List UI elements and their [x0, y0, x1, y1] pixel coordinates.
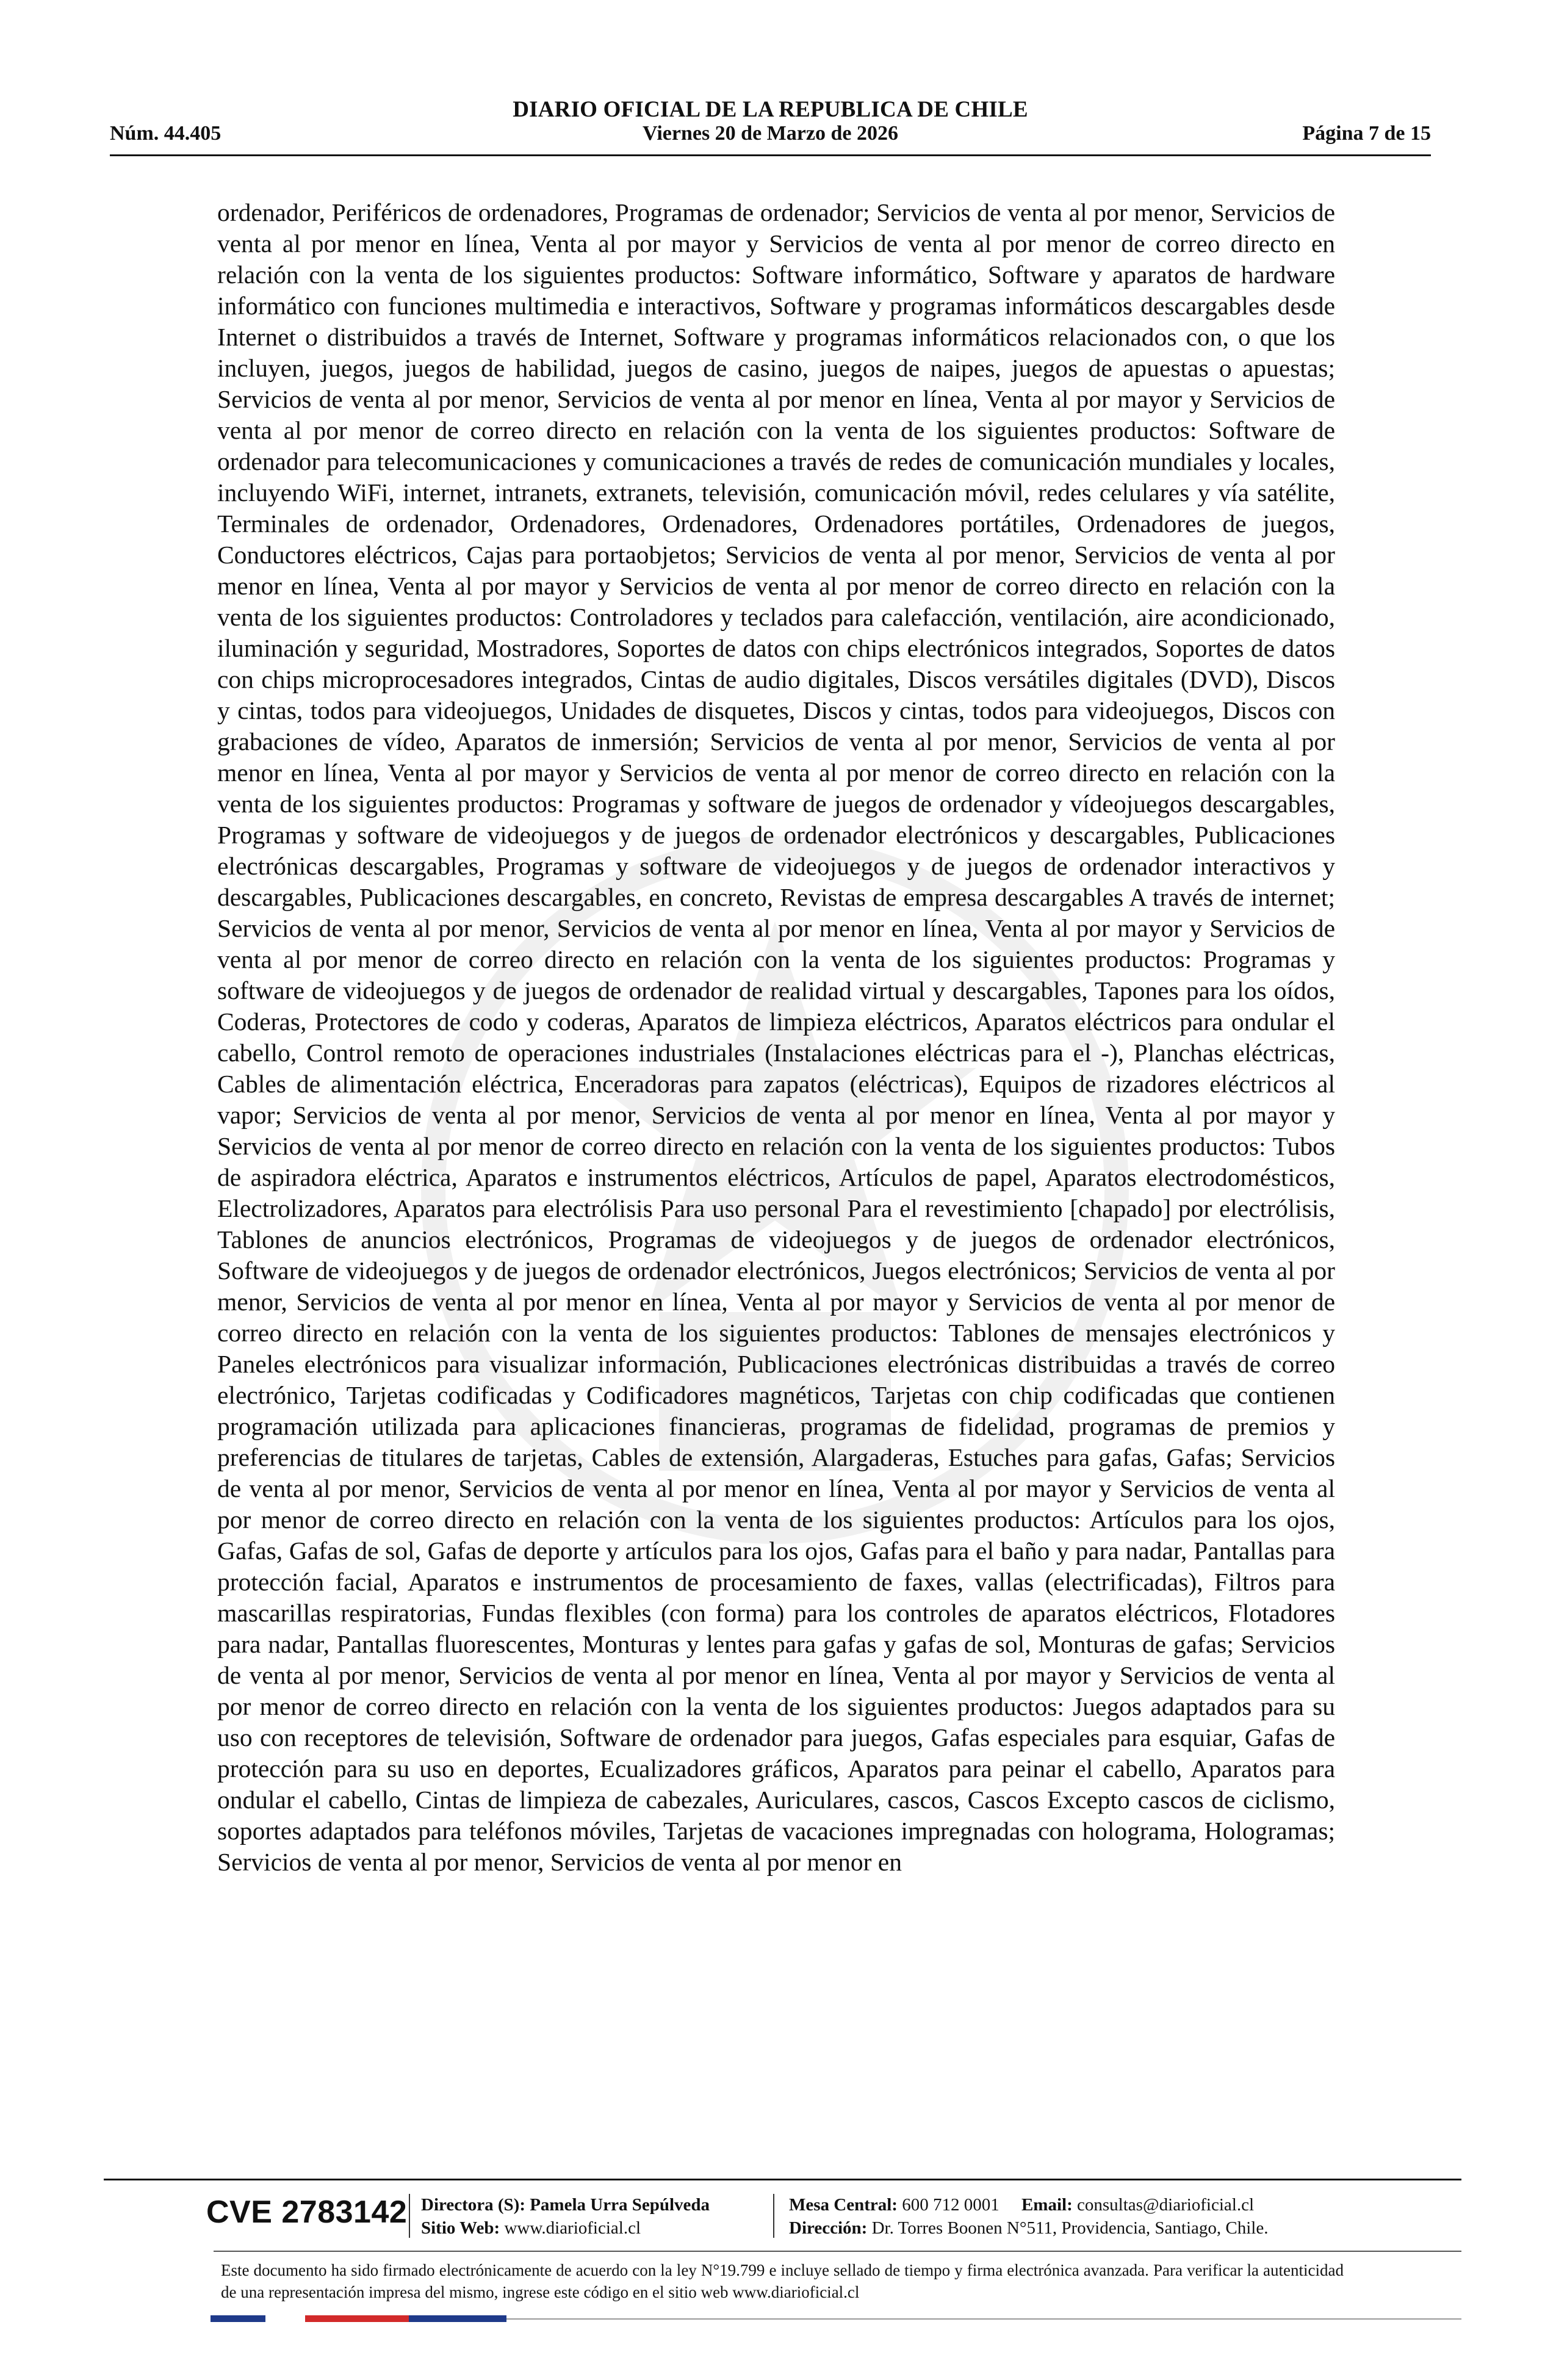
address-text: Dr. Torres Boonen N°511, Providencia, Santiago, Chile.	[871, 2218, 1269, 2238]
page-header	[110, 92, 1431, 159]
page-number: Página 7 de 15	[1302, 122, 1431, 145]
footer-separator	[773, 2194, 774, 2238]
phone-number: 600 712 0001	[902, 2195, 1000, 2215]
footer-bottom-line	[506, 2318, 1461, 2320]
flag-stripe-red	[305, 2315, 409, 2322]
email-label: Email:	[1021, 2195, 1073, 2215]
article-body: ordenador, Periféricos de ordenadores, Programas de ordenador; Servicios de venta al por menor, Servicios de venta al por menor en línea, Venta al por mayor y Servicios de venta al por menor de correo directo en relación con la venta de los siguientes productos: Software informático, Software y aparatos de hardware informático con funciones multimedia e interactivos, Software y programas informáticos descargables desde Internet o distribuidos a través de Internet, Software y programas informáticos relacionados con, o que los incluyen, juegos, juegos de habilidad, juegos de casino, juegos de naipes, juegos de apuestas o apuestas; Servicios de venta al por menor, Servicios de venta al por menor en línea, Venta al por mayor y Servicios de venta al por menor de correo directo en relación con la venta de los siguientes productos: Software de ordenador para telecomunicaciones y comunicaciones a través de redes de comunicación mundiales y locales, incluyendo WiFi, internet, intranets, extranets, televisión, comunicación móvil, redes celulares y vía satélite, Terminales de ordenador, Ordenadores, Ordenadores, Ordenadores portátiles, Ordenadores de juegos, Conductores eléctricos, Cajas para portaobjetos; Servicios de venta al por menor, Servicios de venta al por menor en línea, Venta al por mayor y Servicios de venta al por menor de correo directo en relación con la venta de los siguientes productos: Controladores y teclados para calefacción, ventilación, aire acondicionado, iluminación y seguridad, Mostradores, Soportes de datos con chips electrónicos integrados, Soportes de datos con chips microprocesadores integrados, Cintas de audio digitales, Discos versátiles digitales (DVD), Discos y cintas, todos para videojuegos, Unidades de disquetes, Discos y cintas, todos para videojuegos, Discos con grabaciones de vídeo, Aparatos de inmersión; Servicios de venta al por menor, Servicios de venta al por menor en línea, Venta al por mayor y Servicios de venta al por menor de correo directo en relación con la venta de los siguientes productos: Programas y software de juegos de ordenador y vídeojuegos descargables, Programas y software de videojuegos y de juegos de ordenador electrónicos y descargables, Publicaciones electrónicas descargables, Programas y software de videojuegos y de juegos de ordenador interactivos y descargables, Publicaciones descargables, en concreto, Revistas de empresa descargables A través de internet; Servicios de venta al por menor, Servicios de venta al por menor en línea, Venta al por mayor y Servicios de venta al por menor de correo directo en relación con la venta de los siguientes productos: Programas y software de videojuegos y de juegos de ordenador de realidad virtual y descargables, Tapones para los oídos, Coderas, Protectores de codo y coderas, Aparatos de limpieza eléctricos, Aparatos eléctricos para ondular el cabello, Control remoto de operaciones industriales (Instalaciones eléctricas para el -), Planchas eléctricas, Cables de alimentación eléctrica, Enceradoras para zapatos (eléctricas), Equipos de rizadores eléctricos al vapor; Servicios de venta al por menor, Servicios de venta al por menor en línea, Venta al por mayor y Servicios de venta al por menor de correo directo en relación con la venta de los siguientes productos: Tubos de aspiradora eléctrica, Aparatos e instrumentos eléctricos, Artículos de papel, Aparatos electrodomésticos, Electrolizadores, Aparatos para electrólisis Para uso personal Para el revestimiento [chapado] por electrólisis, Tablones de anuncios electrónicos, Programas de videojuegos y de juegos de ordenador electrónicos, Software de videojuegos y de juegos de ordenador electrónicos, Juegos electrónicos; Servicios de venta al por menor, Servicios de venta al por menor en línea, Venta al por mayor y Servicios de venta al por menor de correo directo en relación con la venta de los siguientes productos: Tablones de mensajes electrónicos y Paneles electrónicos para visualizar información, Publicaciones electrónicas distribuidas a través de correo electrónico, Tarjetas codificadas y Codificadores magnéticos, Tarjetas con chip codificadas que contienen programación utilizada para aplicaciones financieras, programas de fidelidad, programas de premios y preferencias de titulares de tarjetas, Cables de extensión, Alargaderas, Estuches para gafas, Gafas; Servicios de venta al por menor, Servicios de venta al por menor en línea, Venta al por mayor y Servicios de venta al por menor de correo directo en relación con la venta de los siguientes productos: Artículos para los ojos, Gafas, Gafas de sol, Gafas de deporte y artículos para los ojos, Gafas para el baño y para nadar, Pantallas para protección facial, Aparatos e instrumentos de procesamiento de faxes, vallas (electrificadas), Filtros para mascarillas respiratorias, Fundas flexibles (con forma) para los controles de aparatos eléctricos, Flotadores para nadar, Pantallas fluorescentes, Monturas y lentes para gafas y gafas de sol, Monturas de gafas; Servicios de venta al por menor, Servicios de venta al por menor en línea, Venta al por mayor y Servicios de venta al por menor de correo directo en relación con la venta de los siguientes productos: Juegos adaptados para su uso con receptores de televisión, Software de ordenador para juegos, Gafas especiales para esquiar, Gafas de protección para su uso en deportes, Ecualizadores gráficos, Aparatos para peinar el cabello, Aparatos para ondular el cabello, Cintas de limpieza de cabezales, Auriculares, cascos, Cascos Excepto cascos de ciclismo, soportes adaptados para teléfonos móviles, Tarjetas de vacaciones impregnadas con holograma, Hologramas; Servicios de venta al por menor, Servicios de venta al por menor en	[217, 198, 1335, 1876]
website-label: Sitio Web:	[421, 2218, 500, 2238]
flag-stripe-blue	[409, 2315, 506, 2322]
address-label: Dirección:	[789, 2218, 868, 2238]
footer-divider	[104, 2179, 1461, 2180]
header-divider	[110, 154, 1431, 156]
director-label: Directora (S): Pamela Urra Sepúlveda	[421, 2195, 710, 2215]
publication-title: DIARIO OFICIAL DE LA REPUBLICA DE CHILE	[513, 97, 1028, 122]
cve-code: CVE 2783142	[206, 2194, 408, 2230]
footer-divider	[214, 2251, 1461, 2252]
email-link[interactable]: consultas@diarioficial.cl	[1077, 2195, 1255, 2215]
signature-notice: Este documento ha sido firmado electrónicamente de acuerdo con la ley N°19.799 e incluye sellado de tiempo y firma electrónica avanzada. Para verificar la autenticidad de una representación impresa del mismo, ingrese este código en el sitio web www.diarioficial.cl	[221, 2261, 1344, 2301]
footer-contact-right	[789, 2193, 1268, 2240]
flag-stripe-blue	[211, 2315, 265, 2322]
phone-label: Mesa Central:	[789, 2195, 898, 2215]
page-footer	[104, 2179, 1461, 2337]
footer-separator	[409, 2194, 410, 2238]
footer-contact-left	[421, 2193, 710, 2240]
issue-date: Viernes 20 de Marzo de 2026	[643, 122, 898, 145]
issue-number: Núm. 44.405	[110, 122, 222, 145]
website-link[interactable]: www.diarioficial.cl	[504, 2218, 641, 2238]
